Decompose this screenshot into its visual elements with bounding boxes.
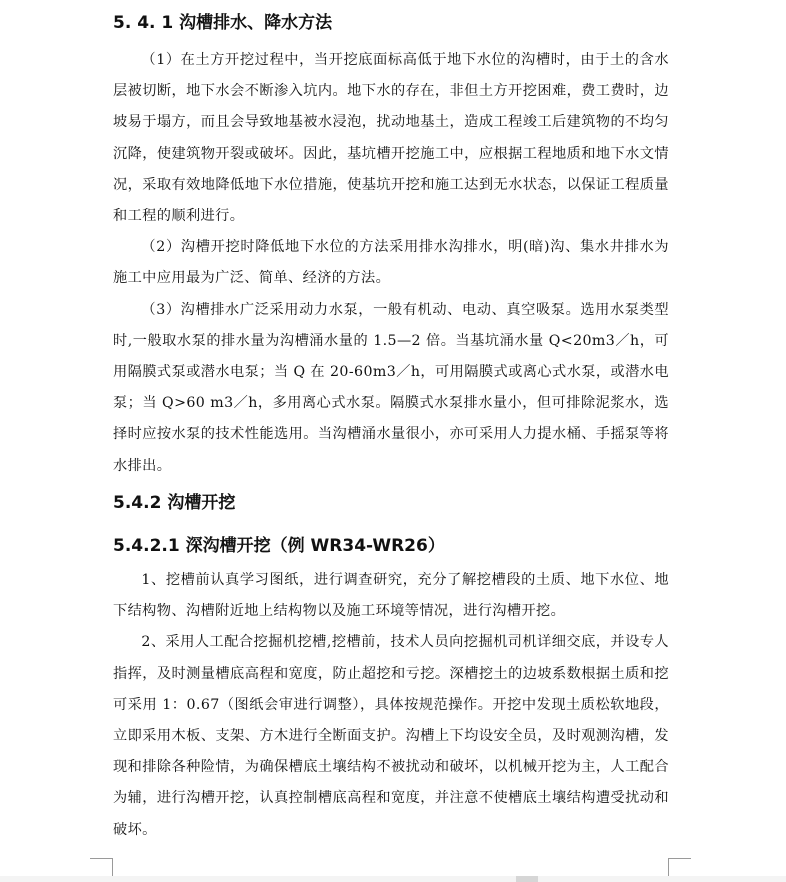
paragraph: 2、采用人工配合挖掘机挖槽,挖槽前，技术人员向挖掘机司机详细交底，并设专人指挥，及时测量槽底高程和宽度，防止超挖和亏挖。深槽挖土的边坡系数根据土质和挖可采用 1：0.67（图纸会审进行调整），具体按规范操作。开挖中发现土质松软地段，立即采用木板、支架、方木进行全断面支护。沟槽上下均设安全员，及时观测沟槽，发现和排除各种险情，为确保槽底土壤结构不被扰动和破坏，以机械开挖为主，人工配合为辅，进行沟槽开挖，认真控制槽底高程和宽度，并注意不使槽底土壤结构遭受扰动和破坏。 bbox=[113, 634, 669, 838]
paragraph: （1）在土方开挖过程中，当开挖底面标高低于地下水位的沟槽时，由于土的含水层被切断，地下水会不断渗入坑内。地下水的存在，非但土方开挖困难，费工费时，边坡易于塌方，而且会导致地基被水浸泡，扰动地基土，造成工程竣工后建筑物的不均匀沉降，使建筑物开裂或破坏。因此，基坑槽开挖施工中，应根据工程地质和地下水文情况，采取有效地降低地下水位措施，使基坑开挖和施工达到无水状态，以保证工程质量和工程的顺利进行。 bbox=[113, 52, 669, 225]
section-heading-5-4-1: 5. 4. 1 沟槽排水、降水方法 bbox=[113, 13, 333, 33]
paragraph: （2）沟槽开挖时降低地下水位的方法采用排水沟排水，明(暗)沟、集水井排水为施工中应用最为广泛、简单、经济的方法。 bbox=[113, 239, 669, 287]
section-heading-5-4-2: 5.4.2 沟槽开挖 bbox=[113, 493, 236, 513]
paragraph: 1、挖槽前认真学习图纸，进行调查研究，充分了解挖槽段的土质、地下水位、地下结构物、沟槽附近地上结构物以及施工环境等情况，进行沟槽开挖。 bbox=[113, 572, 669, 620]
section-heading-5-4-2-1: 5.4.2.1 深沟槽开挖（例 WR34-WR26） bbox=[113, 536, 445, 556]
section-body-5-4-2-1 bbox=[113, 565, 669, 846]
window-bottom-bar bbox=[0, 876, 786, 882]
section-body-5-4-1 bbox=[113, 45, 669, 482]
horizontal-scrollbar-thumb[interactable] bbox=[516, 876, 538, 882]
paragraph: （3）沟槽排水广泛采用动力水泵，一般有机动、电动、真空吸泵。选用水泵类型时,一般取水泵的排水量为沟槽涌水量的 1.5—2 倍。当基坑涌水量 Q<20m3／h，可用隔膜式泵或潜水电泵；当 Q 在 20-60m3／h，可用隔膜式或离心式水泵，或潜水电泵；当 Q>60 m3／h，多用离心式水泵。隔膜式水泵排水量小，但可排除泥浆水，选择时应按水泵的技术性能选用。当沟槽涌水量很小，亦可采用人力提水桶、手摇泵等将水排出。 bbox=[113, 301, 669, 474]
